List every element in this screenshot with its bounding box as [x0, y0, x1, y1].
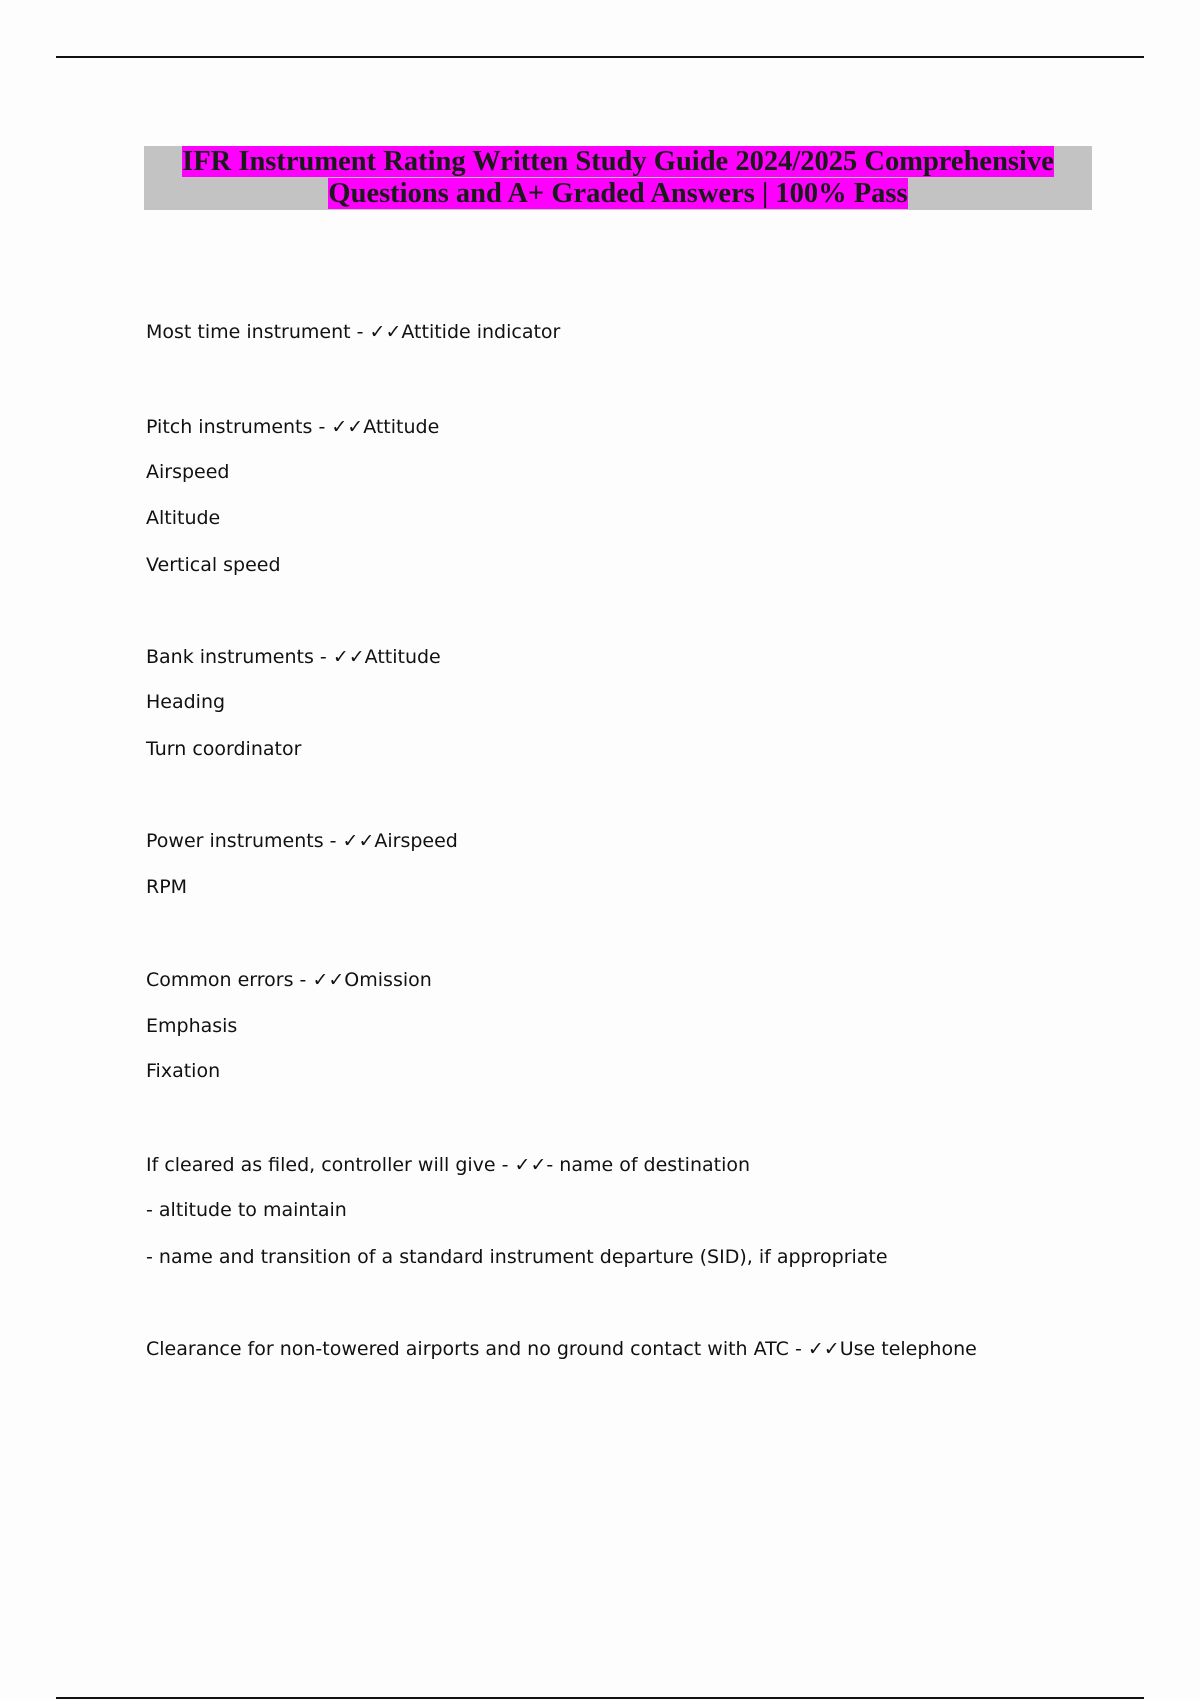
answer-line: Turn coordinator: [146, 738, 302, 760]
qa-question-line: [146, 416, 439, 438]
answer-line: Emphasis: [146, 1015, 238, 1037]
answer-line: Fixation: [146, 1060, 221, 1082]
question-text: Bank instruments -: [146, 646, 333, 668]
question-text: Pitch instruments -: [146, 416, 332, 438]
answer-line: - name and transition of a standard instrument departure (SID), if appropriate: [146, 1246, 888, 1268]
question-text: Power instruments -: [146, 830, 343, 852]
qa-question-line: [146, 321, 560, 343]
qa-question-line: [146, 969, 432, 991]
answer-text: - name of destination: [546, 1154, 751, 1176]
qa-question-line: [146, 646, 441, 668]
check-icon: ✓✓: [331, 416, 364, 438]
question-text: Common errors -: [146, 969, 313, 991]
check-icon: ✓✓: [369, 321, 402, 343]
answer-text: Omission: [344, 969, 432, 991]
question-text: Clearance for non-towered airports and no ground contact with ATC -: [146, 1338, 808, 1360]
header-rule: [56, 56, 1144, 58]
check-icon: ✓✓: [332, 646, 365, 668]
answer-line: Heading: [146, 691, 226, 713]
check-icon: ✓✓: [342, 830, 375, 852]
qa-question-line: [146, 830, 458, 852]
answer-text: Use telephone: [839, 1338, 977, 1360]
qa-question-line: [146, 1338, 977, 1360]
document-title: [144, 146, 1092, 210]
answer-line: Vertical speed: [146, 554, 281, 576]
title-line-2: Questions and A+ Graded Answers | 100% Pass: [328, 178, 908, 209]
answer-text: Attitide indicator: [401, 321, 561, 343]
answer-text: Attitude: [363, 416, 440, 438]
answer-text: Attitude: [364, 646, 441, 668]
answer-line: Altitude: [146, 507, 221, 529]
title-line-1: IFR Instrument Rating Written Study Guide 2024/2025 Comprehensive: [182, 146, 1054, 177]
question-text: Most time instrument -: [146, 321, 370, 343]
question-text: If cleared as filed, controller will give -: [146, 1154, 515, 1176]
answer-text: Airspeed: [374, 830, 458, 852]
footer-rule: [56, 1697, 1144, 1699]
check-icon: ✓✓: [514, 1154, 547, 1176]
qa-question-line: [146, 1154, 750, 1176]
check-icon: ✓✓: [312, 969, 345, 991]
answer-line: Airspeed: [146, 461, 230, 483]
check-icon: ✓✓: [807, 1338, 840, 1360]
answer-line: RPM: [146, 876, 188, 898]
answer-line: - altitude to maintain: [146, 1199, 347, 1221]
